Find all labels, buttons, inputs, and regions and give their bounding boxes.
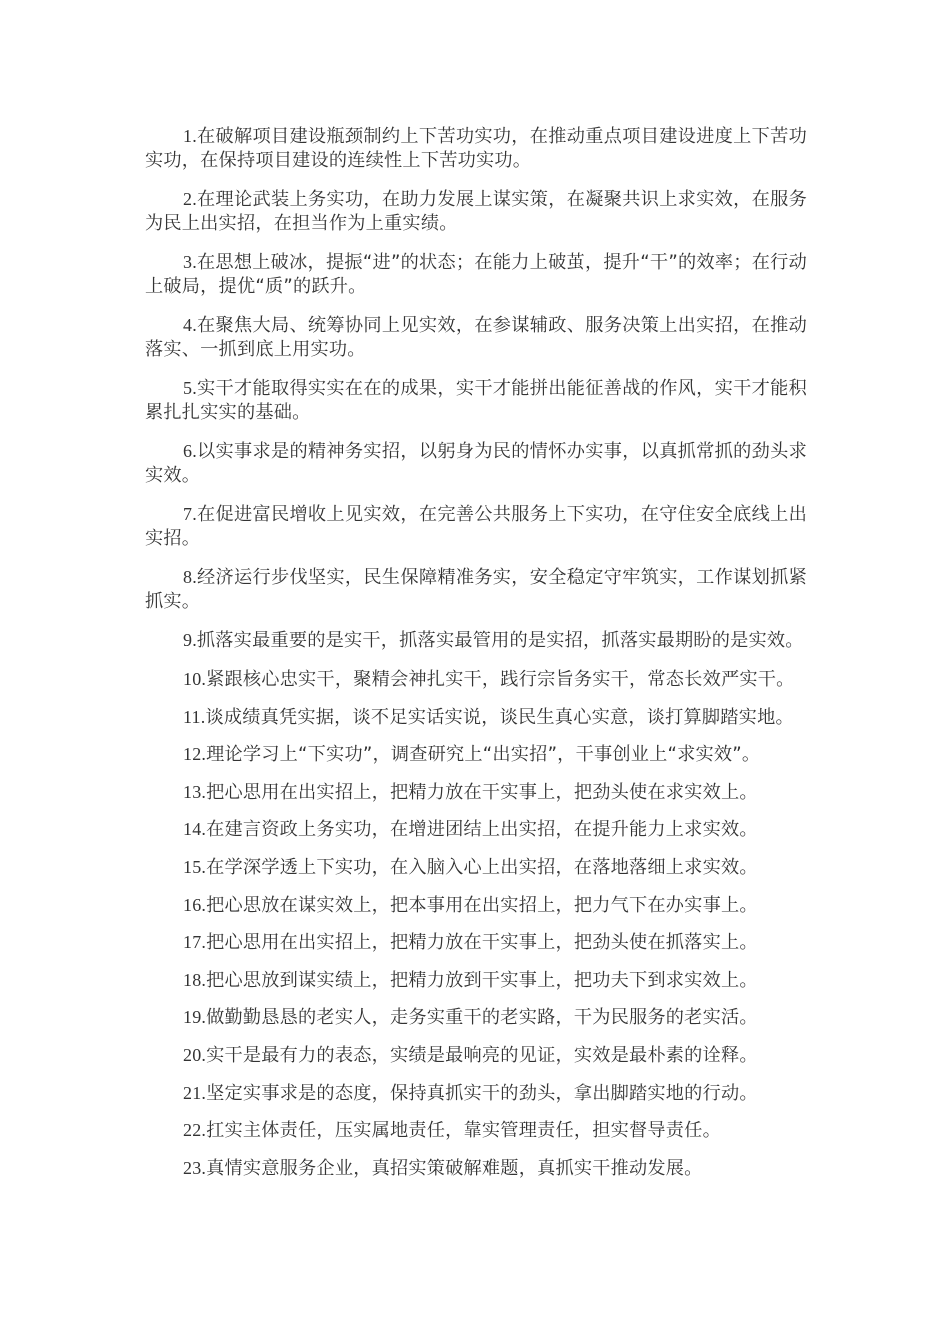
- item-text: 实干才能取得实实在在的成果，实干才能拼出能征善战的作风，实干才能积累扎扎实实的基础。: [145, 378, 807, 423]
- item-text: 把心思用在出实招上，把精力放在干实事上，把劲头使在求实效上。: [206, 781, 758, 803]
- item-text: 谈成绩真凭实据，谈不足实话实说，谈民生真心实意，谈打算脚踏实地。: [205, 706, 794, 728]
- item-text: 在学深学透上下实功，在入脑入心上出实招，在落地落细上求实效。: [206, 856, 758, 878]
- list-item-16: [145, 893, 807, 918]
- list-item-5: [145, 376, 807, 425]
- list-item-4: [145, 313, 807, 362]
- item-number: 5.: [183, 378, 197, 398]
- item-number: 14.: [183, 819, 207, 840]
- item-text: 理论学习上“下实功”，调查研究上“出实招”，干事创业上“求实效”。: [206, 744, 761, 766]
- item-text: 扛实主体责任，压实属地责任，靠实管理责任，担实督导责任。: [206, 1120, 721, 1142]
- list-item-9: [145, 628, 807, 653]
- item-number: 2.: [183, 189, 197, 209]
- list-item-21: [145, 1081, 807, 1106]
- item-number: 4.: [183, 315, 197, 335]
- item-text: 在促进富民增收上见实效，在完善公共服务上下实功，在守住安全底线上出实招。: [145, 504, 807, 549]
- list-item-23: [145, 1156, 807, 1181]
- list-item-1: [145, 124, 807, 173]
- list-item-12: [145, 742, 807, 767]
- item-text: 在聚焦大局、统筹协同上见实效，在参谋辅政、服务决策上出实招，在推动落实、一抓到底上用实功。: [145, 315, 807, 360]
- item-number: 16.: [183, 894, 207, 915]
- item-text: 紧跟核心忠实干，聚精会神扎实干，践行宗旨务实干，常态长效严实干。: [206, 669, 795, 690]
- document-body: [145, 124, 807, 1193]
- list-item-14: [145, 817, 807, 842]
- item-number: 13.: [183, 781, 207, 802]
- list-item-15: [145, 855, 807, 880]
- item-text: 在破解项目建设瓶颈制约上下苦功实功，在推动重点项目建设进度上下苦功实功，在保持项目建设的连续性上下苦功实功。: [145, 126, 807, 171]
- item-text: 把心思放到谋实绩上，把精力放到干实事上，把功夫下到求实效上。: [206, 969, 758, 991]
- item-text: 在理论武装上务实功，在助力发展上谋实策，在凝聚共识上求实效，在服务为民上出实招，在担当作为上重实绩。: [145, 189, 807, 234]
- item-number: 20.: [183, 1044, 207, 1065]
- item-text: 经济运行步伐坚实，民生保障精准务实，安全稳定守牢筑实，工作谋划抓紧抓实。: [145, 567, 807, 612]
- item-text: 实干是最有力的表态，实绩是最响亮的见证，实效是最朴素的诠释。: [206, 1044, 758, 1066]
- list-item-22: [145, 1118, 807, 1143]
- list-item-17: [145, 930, 807, 955]
- list-item-11: [145, 705, 807, 730]
- item-number: 6.: [183, 441, 197, 461]
- item-text: 抓落实最重要的是实干，抓落实最管用的是实招，抓落实最期盼的是实效。: [196, 630, 804, 651]
- item-number: 15.: [183, 856, 207, 877]
- list-item-10: [145, 667, 807, 692]
- item-number: 11.: [183, 706, 206, 727]
- item-number: 12.: [183, 744, 207, 765]
- list-item-6: [145, 439, 807, 488]
- list-item-2: [145, 187, 807, 236]
- list-item-13: [145, 780, 807, 805]
- item-text: 做勤勤恳恳的老实人，走务实重干的老实路，干为民服务的老实活。: [206, 1007, 758, 1029]
- item-text: 在思想上破冰，提振“进”的状态；在能力上破茧，提升“干”的效率；在行动上破局，提优“质”的跃升。: [145, 252, 807, 297]
- item-number: 7.: [183, 504, 197, 524]
- item-text: 坚定实事求是的态度，保持真抓实干的劲头，拿出脚踏实地的行动。: [206, 1082, 758, 1104]
- list-item-19: [145, 1005, 807, 1030]
- item-number: 10.: [183, 669, 207, 689]
- list-item-20: [145, 1043, 807, 1068]
- list-item-3: [145, 250, 807, 299]
- item-number: 22.: [183, 1120, 207, 1141]
- item-text: 把心思放在谋实效上，把本事用在出实招上，把力气下在办实事上。: [206, 894, 758, 916]
- item-number: 21.: [183, 1082, 207, 1103]
- item-text: 真情实意服务企业，真招实策破解难题，真抓实干推动发展。: [206, 1157, 703, 1179]
- list-item-8: [145, 565, 807, 614]
- item-text: 把心思用在出实招上，把精力放在干实事上，把劲头使在抓落实上。: [206, 932, 758, 954]
- item-number: 18.: [183, 969, 207, 990]
- item-number: 9.: [183, 630, 197, 650]
- list-item-7: [145, 502, 807, 551]
- item-number: 17.: [183, 932, 207, 953]
- item-text: 在建言资政上务实功，在增进团结上出实招，在提升能力上求实效。: [206, 819, 758, 841]
- item-number: 3.: [183, 252, 197, 272]
- list-item-18: [145, 968, 807, 993]
- item-number: 8.: [183, 567, 197, 587]
- item-number: 23.: [183, 1157, 207, 1178]
- item-number: 19.: [183, 1007, 207, 1028]
- item-number: 1.: [183, 126, 197, 146]
- item-text: 以实事求是的精神务实招，以躬身为民的情怀办实事，以真抓常抓的劲头求实效。: [145, 441, 807, 486]
